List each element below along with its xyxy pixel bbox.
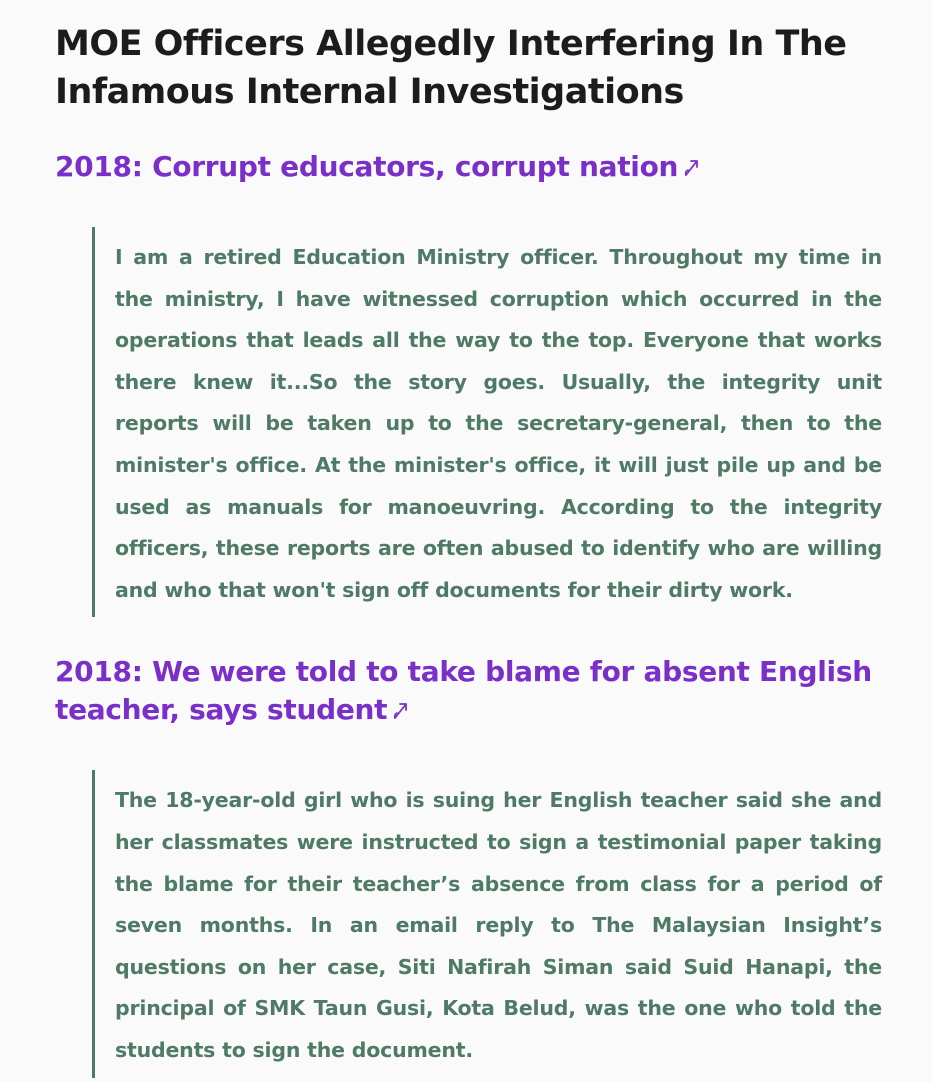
section-heading-link[interactable]	[55, 150, 700, 183]
quote-text: I am a retired Education Ministry officer. Throughout my time in the ministry, I have witnessed corruption which occurred in the operations that leads all the way to the top. Everyone that works there knew it...So the story goes. Usually, the integrity unit reports will be taken up to the secretary-general, then to the minister's office. At the minister's office, it will just pile up and be used as manuals for manoeuvring. According to the integrity officers, these reports are often abused to identify who are willing and who that won't sign off documents for their dirty work.	[115, 245, 882, 602]
quote-block	[92, 770, 882, 1077]
section-heading-link[interactable]	[55, 655, 872, 726]
section-1	[55, 148, 882, 617]
section-heading-text: 2018: Corrupt educators, corrupt nation	[55, 150, 679, 183]
section-heading-text: 2018: We were told to take blame for absent English teacher, says student	[55, 655, 872, 727]
external-link-icon	[391, 699, 409, 721]
quote-text: The 18-year-old girl who is suing her English teacher said she and her classmates were instructed to sign a testimonial paper taking the blame for their teacher’s absence from class for a period of seven months. In an email reply to The Malaysian Insight’s questions on her case, Siti Nafirah Siman said Suid Hanapi, the principal of SMK Taun Gusi, Kota Belud, was the one who told the students to sign the document.	[115, 788, 882, 1062]
section-heading	[55, 653, 882, 729]
article-title: MOE Officers Allegedly Interfering In The Infamous Internal Investigations	[55, 24, 847, 112]
external-link-icon	[682, 156, 700, 178]
section-2	[55, 653, 882, 1077]
section-heading	[55, 148, 882, 186]
quote-block	[92, 227, 882, 617]
